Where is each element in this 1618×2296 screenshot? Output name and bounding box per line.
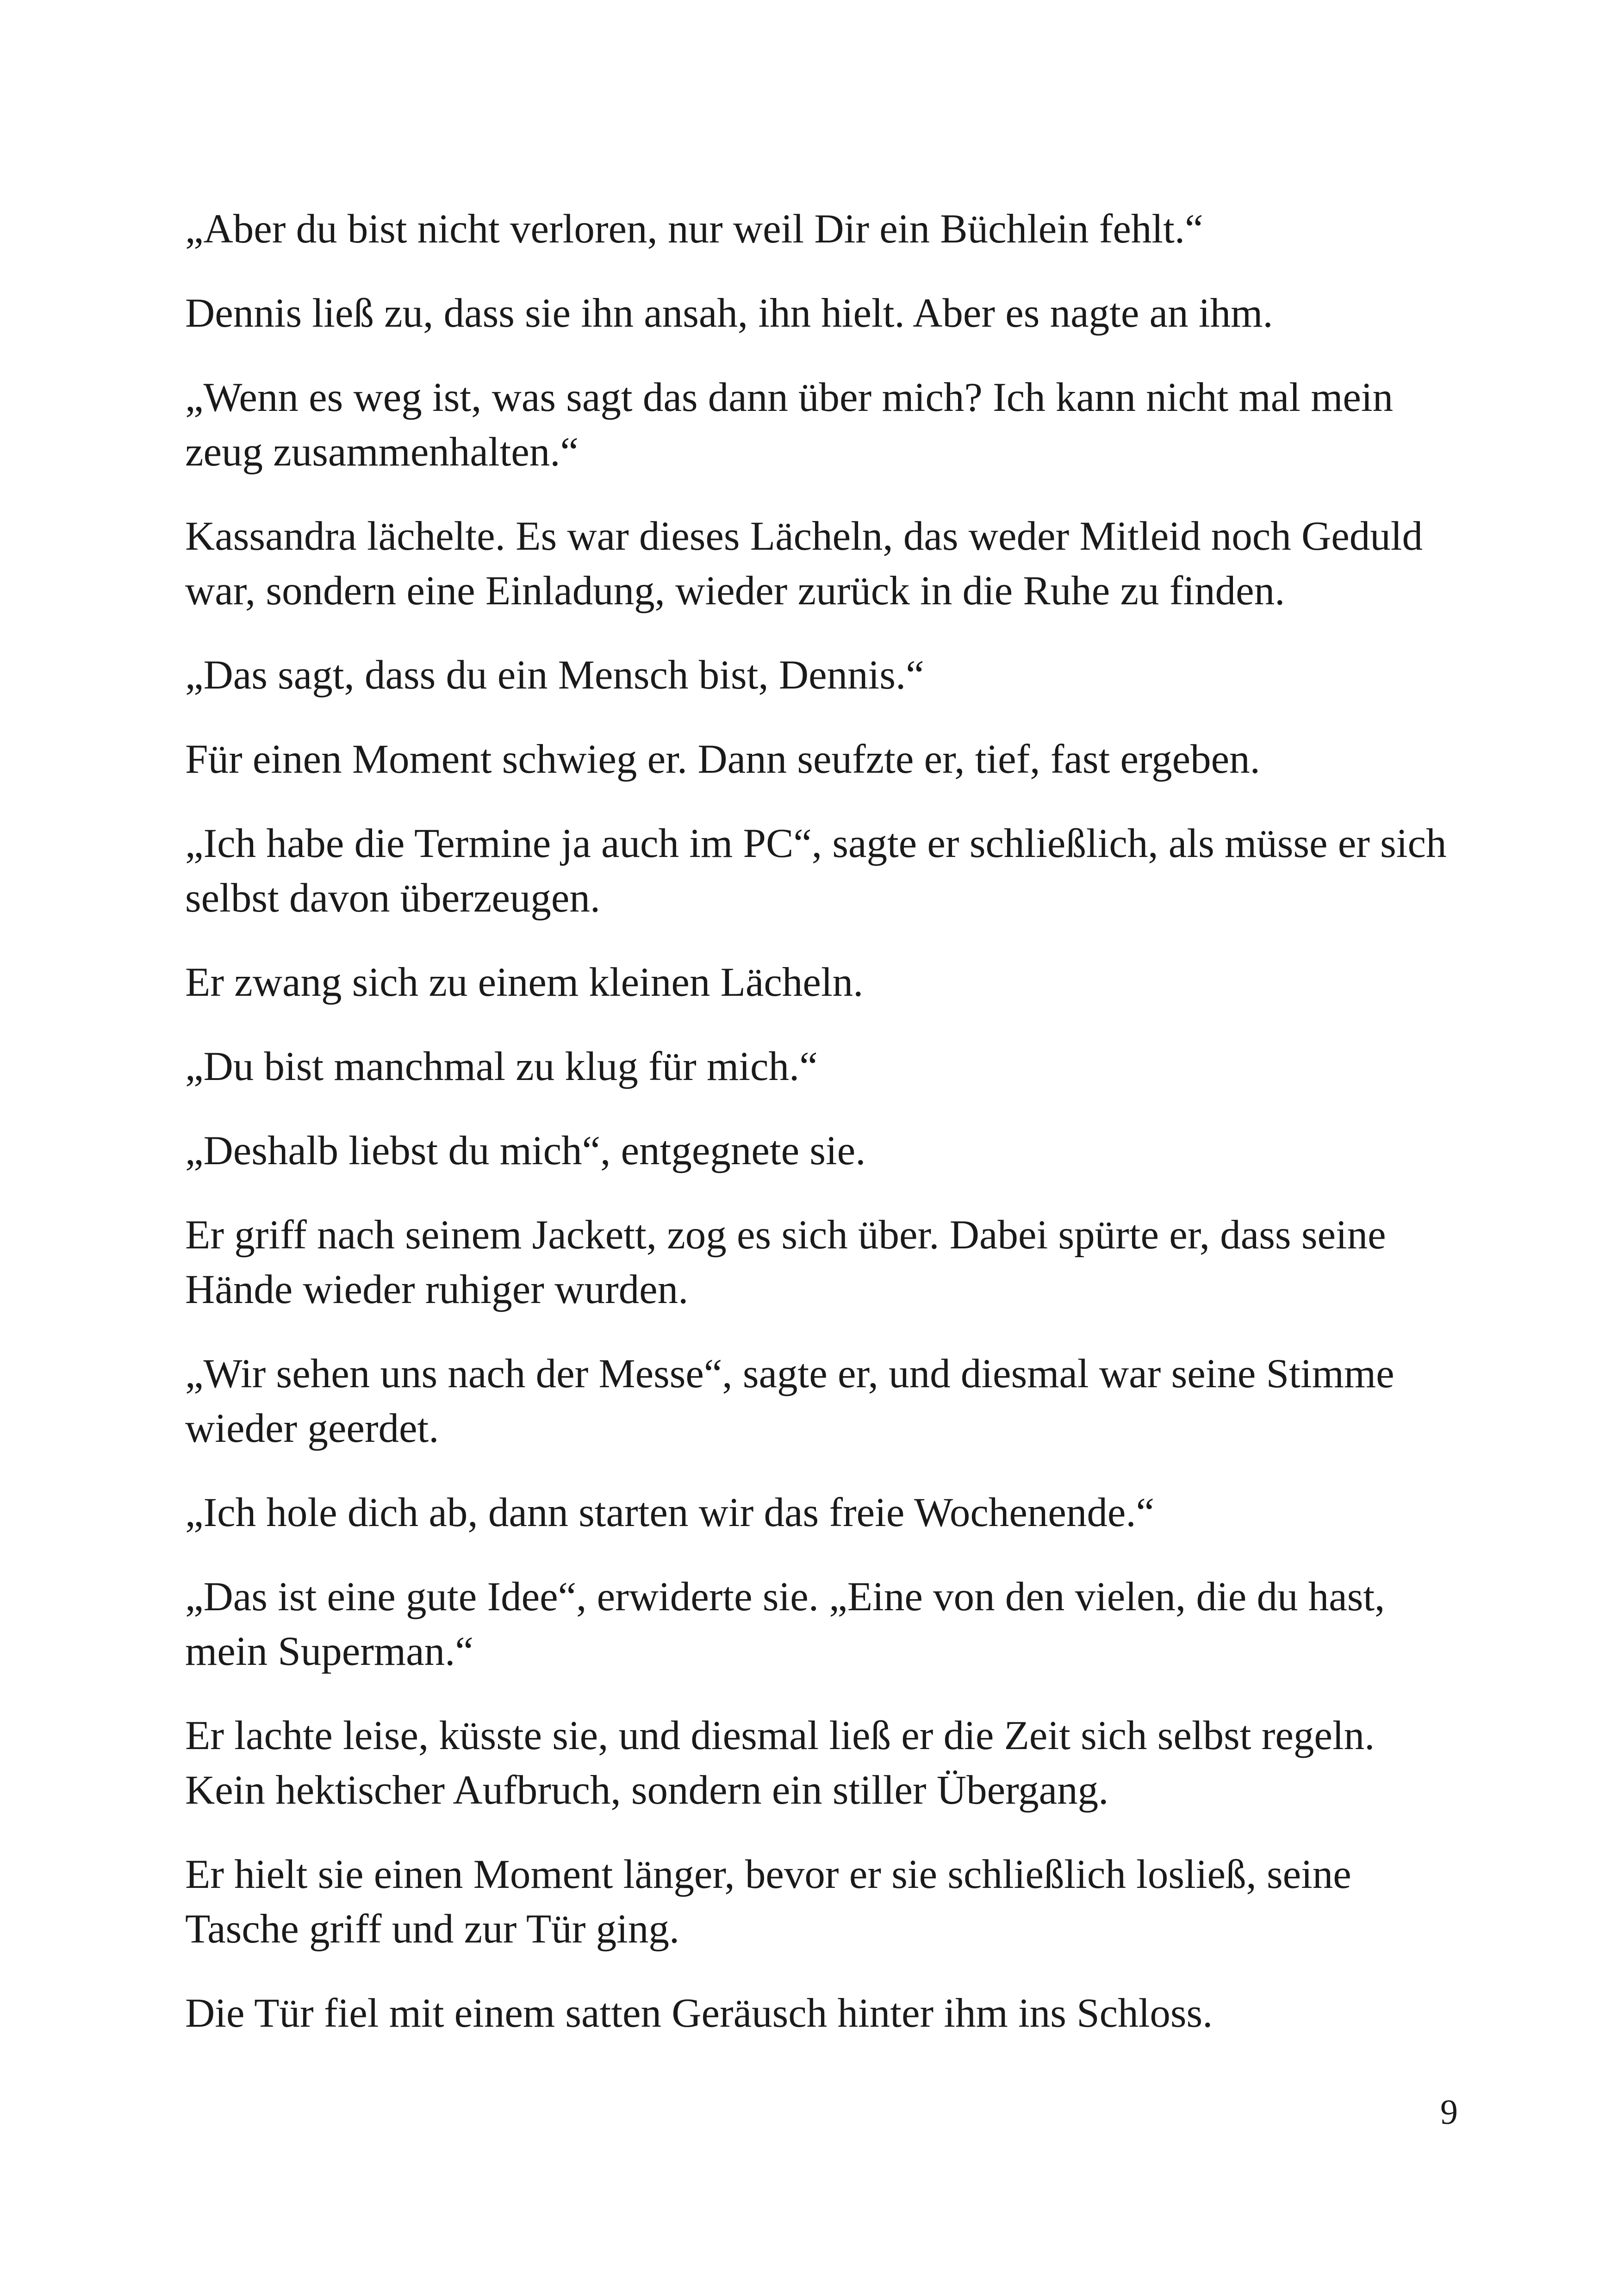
paragraph: „Wenn es weg ist, was sagt das dann über mich? Ich kann nicht mal mein zeug zusammenhalten.“ (185, 375, 1394, 475)
paragraph: Er griff nach seinem Jackett, zog es sich über. Dabei spürte er, dass seine Hände wieder ruhiger wurden. (185, 1212, 1386, 1312)
paragraph: „Das sagt, dass du ein Mensch bist, Dennis.“ (185, 652, 924, 698)
paragraph: Kassandra lächelte. Es war dieses Lächeln, das weder Mitleid noch Geduld war, sondern eine Einladung, wieder zurück in die Ruhe zu finden. (185, 514, 1423, 614)
paragraph: Er lachte leise, küsste sie, und diesmal ließ er die Zeit sich selbst regeln. Kein hektischer Aufbruch, sondern ein stiller Übergang. (185, 1713, 1375, 1813)
paragraph: Er zwang sich zu einem kleinen Lächeln. (185, 960, 864, 1005)
paragraph: „Ich hole dich ab, dann starten wir das freie Wochenende.“ (185, 1490, 1155, 1535)
paragraph: Für einen Moment schwieg er. Dann seufzte er, tief, fast ergeben. (185, 737, 1260, 782)
paragraph: „Aber du bist nicht verloren, nur weil Dir ein Büchlein fehlt.“ (185, 206, 1203, 252)
paragraph: Die Tür fiel mit einem satten Geräusch hinter ihm ins Schloss. (185, 1991, 1213, 2036)
paragraph: Er hielt sie einen Moment länger, bevor er sie schließlich losließ, seine Tasche griff und zur Tür ging. (185, 1852, 1351, 1952)
paragraph: Dennis ließ zu, dass sie ihn ansah, ihn hielt. Aber es nagte an ihm. (185, 291, 1273, 336)
text-body (185, 202, 1462, 2070)
paragraph: „Das ist eine gute Idee“, erwiderte sie. „Eine von den vielen, die du hast, mein Superman.“ (185, 1574, 1385, 1674)
paragraph: „Wir sehen uns nach der Messe“, sagte er, und diesmal war seine Stimme wieder geerdet. (185, 1351, 1394, 1451)
paragraph: „Ich habe die Termine ja auch im PC“, sagte er schließlich, als müsse er sich selbst davon überzeugen. (185, 821, 1447, 921)
page-number: 9 (1440, 2093, 1458, 2132)
paragraph: „Deshalb liebst du mich“, entgegnete sie. (185, 1128, 866, 1173)
paragraph: „Du bist manchmal zu klug für mich.“ (185, 1044, 818, 1089)
